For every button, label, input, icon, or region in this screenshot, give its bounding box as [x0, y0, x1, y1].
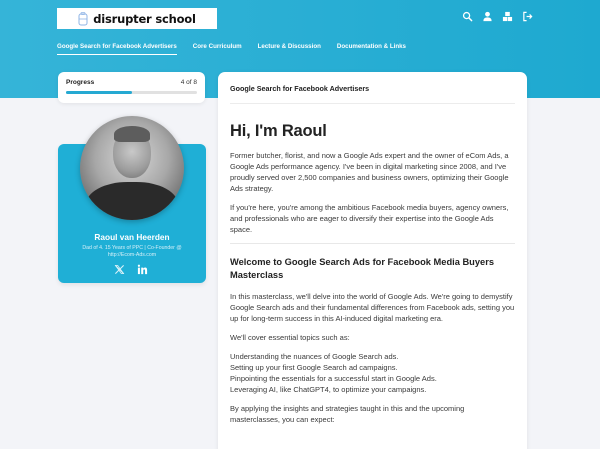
body-paragraph: We'll cover essential topics such as: — [230, 333, 350, 342]
progress-bar — [66, 91, 197, 94]
avatar — [80, 116, 184, 220]
intro-paragraph: Former butcher, florist, and now a Google Ads expert and the owner of eCom Ads, a Google Ads performance agency. I've been in digital marketing since 2008, and I've proudly served over 2,500 companies and business owners, optimizing their Google Ads strategy. — [230, 151, 509, 193]
divider — [230, 243, 515, 244]
topics-list — [230, 351, 515, 395]
list-item: Leveraging AI, like ChatGPT4, to optimize your campaigns. — [230, 385, 427, 394]
progress-fill — [66, 91, 132, 94]
progress-label: Progress — [66, 79, 95, 86]
progress-count: 4 of 8 — [180, 79, 197, 86]
instructor-bio: Dad of 4. 15 Years of PPC | Co-Founder @ http://Ecom-Ads.com — [82, 245, 182, 258]
linkedin-icon[interactable] — [137, 264, 148, 275]
instructor-name: Raoul van Heerden — [94, 232, 170, 242]
tab-core-curriculum[interactable]: Core Curriculum — [192, 43, 242, 50]
logout-icon[interactable] — [522, 11, 533, 22]
intro-paragraph: If you're here, you're among the ambitious Facebook media buyers, agency owners, and professionals who are eager to diversify their expertise into the Google Ads space. — [230, 203, 509, 234]
lesson-body — [230, 104, 515, 425]
course-nav — [57, 43, 406, 55]
list-item: Setting up your first Google Search ad campaigns. — [230, 363, 398, 372]
x-twitter-icon[interactable] — [114, 264, 125, 275]
community-icon[interactable] — [502, 11, 513, 22]
progress-card — [58, 72, 205, 103]
section-heading: Welcome to Google Search Ads for Facebook Media Buyers Masterclass — [230, 257, 494, 280]
social-links — [114, 264, 148, 275]
lesson-title: Google Search for Facebook Advertisers — [230, 72, 515, 104]
list-item: Pinpointing the essentials for a successful start in Google Ads. — [230, 374, 437, 383]
page-heading: Hi, I'm Raoul — [230, 122, 327, 140]
tab-google-search-for-facebook-advertisers[interactable]: Google Search for Facebook Advertisers — [57, 43, 177, 55]
user-icon[interactable] — [482, 11, 493, 22]
tab-documentation-links[interactable]: Documentation & Links — [336, 43, 406, 50]
body-paragraph: In this masterclass, we'll delve into the world of Google Ads. We're going to demystify Google Search ads and their fundamental differences from Facebook ads, setting you up for long-term success in this AI-induced digital marketing era. — [230, 292, 515, 323]
search-icon[interactable] — [462, 11, 473, 22]
brand-name: disrupter school — [93, 11, 196, 26]
list-item: Understanding the nuances of Google Search ads. — [230, 352, 399, 361]
brand-logo[interactable] — [57, 8, 217, 29]
lesson-content-card — [218, 72, 527, 449]
header-icon-bar — [462, 11, 533, 22]
tab-lecture-discussion[interactable]: Lecture & Discussion — [257, 43, 321, 50]
backpack-icon — [78, 12, 88, 26]
closing-paragraph: By applying the insights and strategies taught in this and the upcoming masterclasses, you can expect: — [230, 404, 465, 424]
